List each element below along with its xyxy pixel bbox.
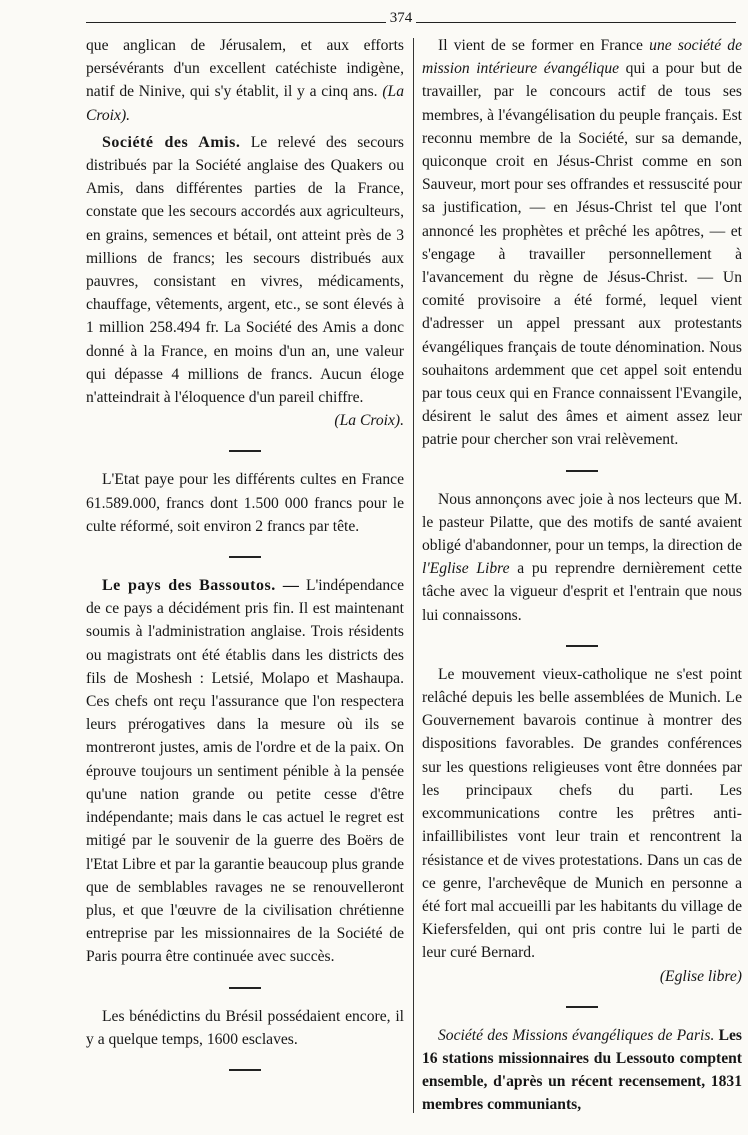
paris-article: [422, 1024, 742, 1117]
header-rule-right: [416, 22, 736, 23]
mission-text: qui a pour but de travailler, par le concours actif de tous ses membres, à l'évangélisation du peuple français. Est reconnu membre de la Société, sur sa demande, quiconque croit en Jésus-Christ comme en son Sauveur, mort pour ses offrandes et ressuscité pour sa justification, — en Jésus-Christ tel que l'ont annoncé les prophètes et prêché les apôtres, — et s'engage à travailler personnellement à l'avancement du règne de Jésus-Christ. — Un comité provisoire a été formé, lequel vient d'adresser un appel pressant aux protestants évangéliques français de toute dénomination. Nous souhaitons ardemment que cet appel soit entendu par tous ceux qui en France connaissent l'Evangile, désirent le salut des âmes et aiment assez leur patrie pour chercher son vrai relèvement.: [422, 60, 743, 449]
pilatte-end: a pu reprendre dernièrement cette tâche avec la vigueur d'esprit et l'entrain que nous lui connaissons.: [422, 560, 742, 624]
vieux-catholique-source: (Eglise libre): [659, 967, 742, 985]
mission-name: une société de mission intérieure évangélique: [422, 37, 742, 78]
vieux-catholique-text: Le mouvement vieux-catholique ne s'est point relâché depuis les belle assemblées de Munich. Le Gouvernement bavarois continue à montrer des dispositions favorables. De grandes conférences sur les questions religieuses vont être données par les principaux chefs du parti. Les excommunications contre les prêtres anti-infaillibilistes vont leur train et rencontrent la résistance et de vives protestations. Dans un cas de ce genre, l'archevêque de Munich en personne a été fort mal accueilli par les habitants du village de Kiefersfelden, qui ont pris contre lui le parti de leur curé Bernard.: [422, 665, 742, 962]
amis-article: [86, 131, 404, 409]
page-number: 374: [389, 10, 413, 26]
bassoutos-text: L'indépendance de ce pays a décidément pris fin. Il est maintenant soumis à l'administration anglaise. Trois résidents ou magistrats ont été établis dans les districts des fils de Moshesh : Letsié, Molapo et Mashaupa. Ces chefs ont reçu l'assurance que l'on respectera leurs prérogatives dans la mesure où ils se montreront justes, amis de l'ordre et de la paix. On éprouve toujours un sentiment pénible à la pensée qu'une nation grande ou petite cesse d'être indépendante; mais dans le cas actuel le regret est mitigé par le souvenir de la guerre des Boërs de l'Etat Libre et par la garantie beaucoup plus grande que de semblables ravages ne se renouvelleront plus, et que l'œuvre de la civilisation chrétienne entreprise par les missionnaires de la Société de Paris pourra être continuée avec succès.: [86, 577, 405, 966]
column-divider: [413, 38, 414, 1113]
amis-heading: Société des Amis.: [102, 133, 241, 151]
right-column: [422, 34, 742, 1117]
bassoutos-article: [86, 574, 404, 968]
mission-article: [422, 34, 742, 452]
intro-continuation: que anglican de Jérusalem, et aux efforts persévérants d'un excellent catéchiste indigène, natif de Ninive, qui s'y établit, il y a cinq ans. (La Croix).: [86, 37, 404, 124]
amis-text: Le relevé des secours distribués par la Société anglaise des Quakers ou Amis, dans différentes parties de la France, constate que les secours accordés aux agriculteurs, en grains, semences et bétail, ont atteint près de 3 millions de francs; les secours distribués aux pauvres, consistant en vivres, médicaments, chauffage, vêtements, argent, etc., se sont élevés à 1 million 258.494 fr. La Société des Amis a donc donné à la France, en moins d'un an, une valeur qui dépasse 4 millions de francs. Aucun éloge n'atteindrait à l'éloquence d'un pareil chiffre.: [86, 133, 404, 407]
separator: [229, 450, 261, 452]
separator: [566, 645, 598, 647]
separator: [229, 556, 261, 558]
left-column: [86, 34, 404, 1087]
etat-text: L'Etat paye pour les différents cultes en France 61.589.000, francs dont 1.500 000 francs pour le culte réformé, soit environ 2 francs par tête.: [86, 471, 404, 535]
mission-lead: Il vient de se former en France: [438, 37, 643, 54]
page-header: [86, 10, 736, 32]
pilatte-article: [422, 488, 742, 627]
bresil-text: Les bénédictins du Brésil possédaient encore, il y a quelque temps, 1600 esclaves.: [86, 1007, 404, 1048]
bassoutos-heading: Le pays des Bassoutos. —: [102, 577, 300, 595]
intro-source: (La Croix).: [86, 83, 404, 124]
paris-text: Les 16 stations missionnaires du Lessouto comptent ensemble, d'après un récent recensement, 1831 membres communiants,: [422, 1026, 742, 1114]
amis-source: (La Croix).: [334, 412, 404, 430]
header-rule-left: [86, 22, 386, 23]
separator: [229, 987, 261, 989]
pilatte-journal: l'Eglise Libre: [422, 560, 510, 578]
paris-heading: Société des Missions évangéliques de Paris.: [438, 1026, 715, 1044]
separator: [566, 1006, 598, 1008]
pilatte-lead: Nous annonçons avec joie à nos lecteurs que M. le pasteur Pilatte, que des motifs de santé avaient obligé d'abandonner, pour un temps, la direction de: [422, 490, 742, 555]
separator: [566, 470, 598, 472]
separator: [229, 1069, 261, 1071]
